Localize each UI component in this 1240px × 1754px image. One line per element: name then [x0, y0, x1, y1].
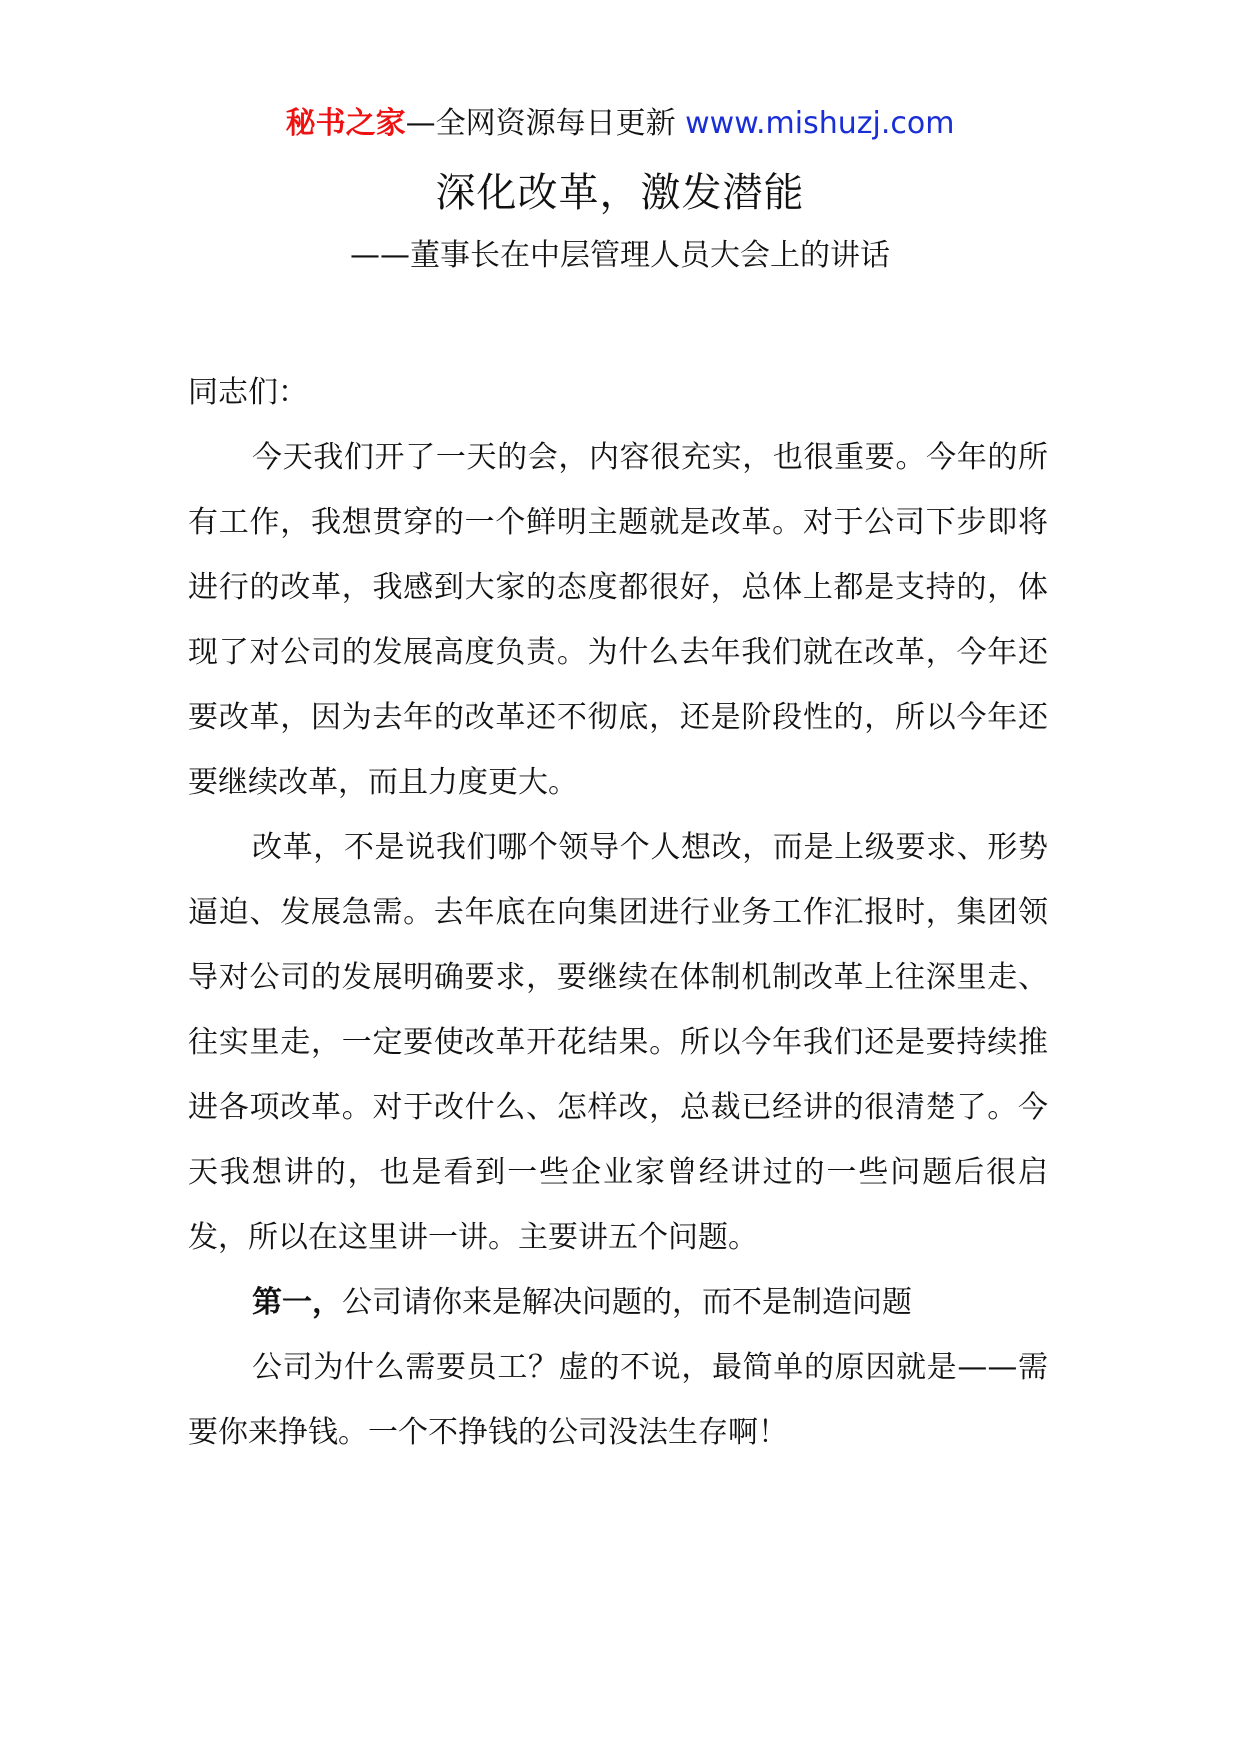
salutation: 同志们：	[188, 375, 308, 410]
section-heading	[188, 1270, 1048, 1335]
document-body	[188, 360, 1048, 1465]
body-paragraph: 公司为什么需要员工？虚的不说，最简单的原因就是——需要你来挣钱。一个不挣钱的公司没法生存啊！	[188, 1350, 1048, 1450]
section-number: 第一，	[252, 1285, 342, 1320]
website-url: www.mishuzj.com	[685, 106, 955, 141]
body-paragraph: 今天我们开了一天的会，内容很充实，也很重要。今年的所有工作，我想贯穿的一个鲜明主题就是改革。对于公司下步即将进行的改革，我感到大家的态度都很好，总体上都是支持的，体现了对公司的发展高度负责。为什么去年我们就在改革，今年还要改革，因为去年的改革还不彻底，还是阶段性的，所以今年还要继续改革，而且力度更大。	[188, 440, 1048, 800]
brand-name: 秘书之家	[285, 106, 406, 141]
banner-slogan: —全网资源每日更新	[405, 106, 686, 141]
document-title: 深化改革，激发潜能	[435, 170, 805, 216]
document-subtitle: ——董事长在中层管理人员大会上的讲话	[350, 238, 890, 273]
site-banner	[0, 102, 1240, 146]
section-heading-text: 公司请你来是解决问题的，而不是制造问题	[342, 1285, 912, 1320]
body-paragraph: 改革，不是说我们哪个领导个人想改，而是上级要求、形势逼迫、发展急需。去年底在向集团进行业务工作汇报时，集团领导对公司的发展明确要求，要继续在体制机制改革上往深里走、往实里走，一定要使改革开花结果。所以今年我们还是要持续推进各项改革。对于改什么、怎样改，总裁已经讲的很清楚了。今天我想讲的，也是看到一些企业家曾经讲过的一些问题后很启发，所以在这里讲一讲。主要讲五个问题。	[188, 830, 1048, 1255]
